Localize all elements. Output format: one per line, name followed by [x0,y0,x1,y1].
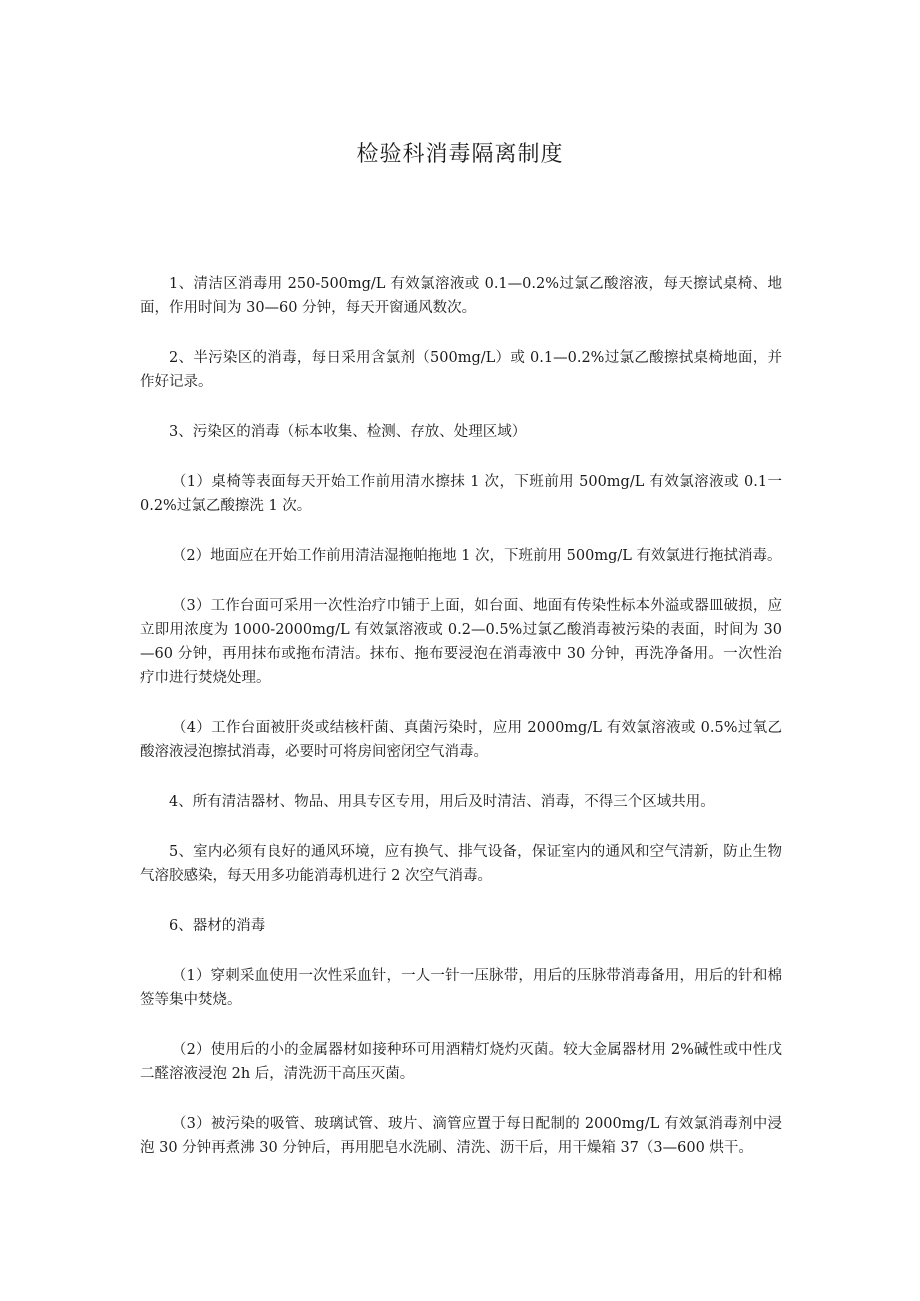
paragraph-contaminated-zone-item-4: （4）工作台面被肝炎或结核杆菌、真菌污染时，应用 2000mg/L 有效氯溶液或 0.5%过氧乙酸溶液浸泡擦拭消毒，必要时可将房间密闭空气消毒。 [140,720,782,760]
paragraph-equipment-item-1: （1）穿刺采血使用一次性采血针，一人一针一压脉带，用后的压脉带消毒备用，用后的针和棉签等集中焚烧。 [140,968,782,1008]
paragraph-clean-zone: 1、清洁区消毒用 250-500mg/L 有效氯溶液或 0.1—0.2%过氯乙酸溶液，每天擦试桌椅、地面，作用时间为 30—60 分钟，每天开窗通风数次。 [140,276,782,316]
paragraph-contaminated-zone-item-1: （1）桌椅等表面每天开始工作前用清水擦抹 1 次，下班前用 500mg/L 有效氯溶液或 0.1一 0.2%过氯乙酸擦洗 1 次。 [140,474,782,514]
paragraph-equipment-dedicated: 4、所有清洁器材、物品、用具专区专用，用后及时清洁、消毒，不得三个区域共用。 [169,794,715,810]
document-body [140,272,782,1186]
paragraph-equipment-disinfection-heading: 6、器材的消毒 [169,918,266,934]
paragraph-equipment-item-2: （2）使用后的小的金属器材如接种环可用酒精灯烧灼灭菌。较大金属器材用 2%碱性或中性戊二醛溶液浸泡 2h 后，清洗沥干高压灭菌。 [140,1042,782,1082]
paragraph-ventilation: 5、室内必须有良好的通风环境，应有换气、排气设备，保证室内的通风和空气清新，防止生物气溶胶感染，每天用多功能消毒机进行 2 次空气消毒。 [140,844,782,884]
document-title: 检验科消毒隔离制度 [356,142,564,167]
paragraph-contaminated-zone-heading: 3、污染区的消毒（标本收集、检测、存放、处理区域） [169,424,527,440]
paragraph-contaminated-zone-item-3: （3）工作台面可采用一次性治疗巾铺于上面，如台面、地面有传染性标本外溢或器皿破损，应立即用浓度为 1000-2000mg/L 有效氯溶液或 0.2—0.5%过氯乙酸消毒被污染的表面，时间为 30—60 分钟，再用抹布或拖布清洁。抹布、拖布要浸泡在消毒液中 30 分钟，再洗净备用。一次性治疗巾进行焚烧处理。 [140,598,782,686]
paragraph-semi-contaminated-zone: 2、半污染区的消毒，每日采用含氯剂（500mg/L）或 0.1—0.2%过氯乙酸擦拭桌椅地面，并作好记录。 [140,350,782,390]
paragraph-contaminated-zone-item-2: （2）地面应在开始工作前用清洁湿拖帕拖地 1 次，下班前用 500mg/L 有效氯进行拖拭消毒。 [171,548,782,564]
paragraph-equipment-item-3: （3）被污染的吸管、玻璃试管、玻片、滴管应置于每日配制的 2000mg/L 有效氯消毒剂中浸泡 30 分钟再煮沸 30 分钟后，再用肥皂水洗刷、清洗、沥干后，用干燥箱 37（3—600 烘干。 [140,1116,782,1156]
